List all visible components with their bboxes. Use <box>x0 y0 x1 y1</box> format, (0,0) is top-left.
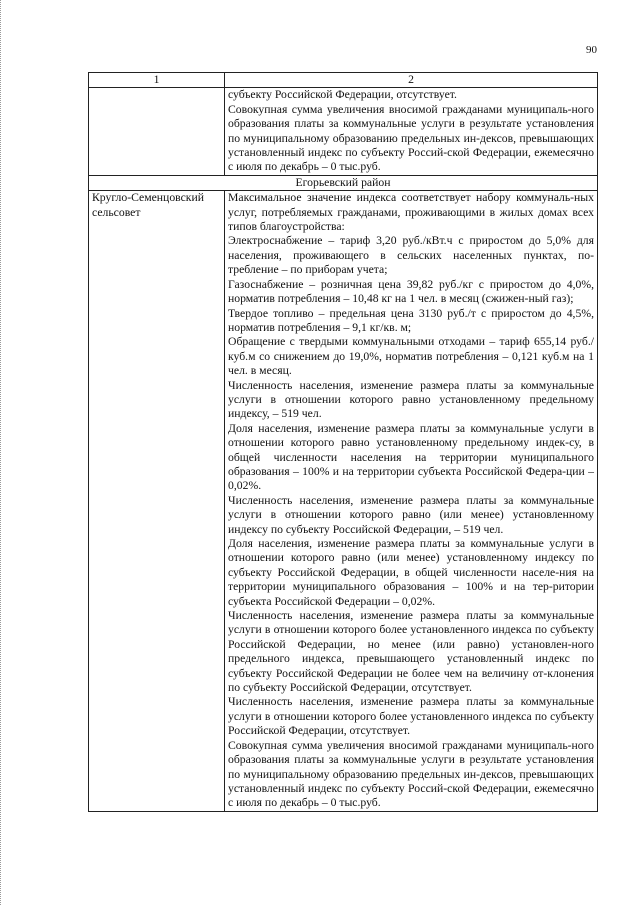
detail-paragraph: Совокупная сумма увеличения вносимой гражданами муниципаль-ного образования платы за коммунальные услуги в результате установления по муниципальному образованию предельных ин-дексов, превышающих установленный индекс по субъекту Россий-ской Федерации, ежемесячно с июля по декабрь – 0 тыс.руб. <box>228 738 594 810</box>
continuation-paragraph: субъекту Российской Федерации, отсутствует. <box>228 88 457 102</box>
detail-paragraph: Численность населения, изменение размера платы за коммунальные услуги в отношении которого более установленного индекса по субъекту Российской Федерации, но менее (или равно) установлен-ного предельного индекса, превышающего установленный индекс по субъекту Российской Федерации не более чем на величину от-клонения по субъекту Российской Федерации, отсутствует. <box>228 609 594 695</box>
municipality-row <box>89 191 598 811</box>
continuation-paragraph: Совокупная сумма увеличения вносимой гражданами муниципаль-ного образования платы за коммунальные услуги в результате установления по муниципальному образованию предельных ин-дексов, превышающих установленный индекс по субъекту Россий-ской Федерации, ежемесячно с июля по декабрь – 0 тыс.руб. <box>228 102 594 174</box>
district-name: Егорьевский район <box>89 175 598 190</box>
detail-paragraph: Доля населения, изменение размера платы за коммунальные услуги в отношении которого равно установленному предельному индек-су, в общей численности населения на территории муниципального образования – 100% и на территории субъекта Российской Федера-ции – 0,02%. <box>228 421 594 493</box>
page-number: 90 <box>586 44 597 56</box>
detail-paragraph: Максимальное значение индекса соответствует набору коммуналь-ных услуг, потребляемых гражданами, проживающими в жилых домах всех типов благоустройства: <box>228 191 594 234</box>
index-table <box>88 72 598 812</box>
detail-paragraph: Электроснабжение – тариф 3,20 руб./кВт.ч с приростом до 5,0% для населения, проживающего в сельских населенных пунктах, по-требление – по приборам учета; <box>228 234 594 277</box>
continuation-cell <box>225 88 598 175</box>
header-row <box>89 73 598 88</box>
municipality-name: Кругло-Семенцовский сельсовет <box>89 191 225 811</box>
detail-paragraph: Обращение с твердыми коммунальными отходами – тариф 655,14 руб./куб.м со снижением до 19,0%, норматив потребления – 0,121 куб.м на 1 чел. в месяц. <box>228 335 594 378</box>
detail-paragraph: Численность населения, изменение размера платы за коммунальные услуги в отношении которого равно (или менее) установленному индексу по субъекту Российской Федерации, – 519 чел. <box>228 493 594 536</box>
detail-paragraph: Численность населения, изменение размера платы за коммунальные услуги в отношении которого более установленного индекса по субъекту Российской Федерации, отсутствует. <box>228 695 594 738</box>
detail-paragraph: Твердое топливо – предельная цена 3130 руб./т с приростом до 4,5%, норматив потребления – 9,1 кг/кв. м; <box>228 306 594 334</box>
district-row <box>89 175 598 190</box>
detail-paragraph: Газоснабжение – розничная цена 39,82 руб./кг с приростом до 4,0%, норматив потребления – 10,48 кг на 1 чел. в месяц (сжижен-ный газ); <box>228 277 594 306</box>
column-header-1: 1 <box>89 73 225 88</box>
column-header-2: 2 <box>225 73 598 88</box>
detail-paragraph: Доля населения, изменение размера платы за коммунальные услуги в отношении которого равно (или менее) установленному индексу по субъекту Российской Федерации, в общей численности населе-ния на территории муниципального образования – 100% и на тер-ритории субъекта Российской Федерации – 0,02%. <box>228 537 594 608</box>
continuation-empty-cell <box>89 88 225 175</box>
municipality-details <box>225 191 598 811</box>
detail-paragraph: Численность населения, изменение размера платы за коммунальные услуги в отношении которого равно установленному предельному индексу, – 519 чел. <box>228 378 594 421</box>
page-left-edge <box>0 0 4 905</box>
continuation-row <box>89 88 598 175</box>
